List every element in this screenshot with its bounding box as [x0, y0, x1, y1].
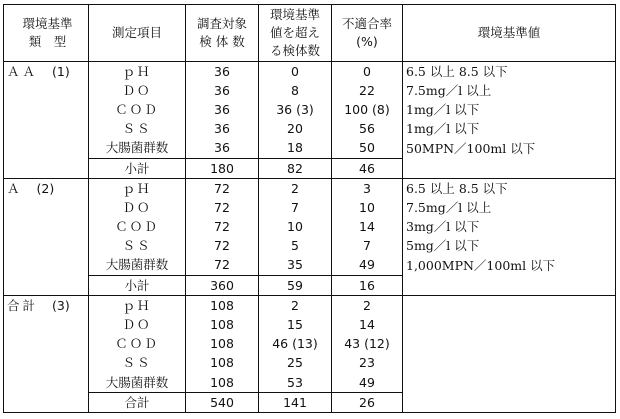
exceed-cell: 7	[259, 198, 332, 217]
rate-cell: 14	[332, 315, 403, 334]
samples-cell: 36	[186, 81, 259, 100]
header-exceed-line3: る検体数	[269, 43, 320, 59]
exceed-cell: 2	[259, 179, 332, 199]
table-row	[4, 139, 616, 159]
category-cell	[4, 256, 89, 276]
exceed-cell: 8	[259, 81, 332, 100]
exceed-cell: 10	[259, 218, 332, 237]
samples-cell: 108	[186, 335, 259, 354]
samples-cell: 108	[186, 373, 259, 393]
header-item: 測定項目	[89, 5, 186, 62]
category-cell	[4, 179, 89, 199]
item-cell: ＳＳ	[89, 237, 186, 256]
table-row	[4, 315, 616, 334]
samples-cell: 72	[186, 198, 259, 217]
table-row	[4, 218, 616, 237]
category-cell	[4, 158, 89, 178]
category-cell	[4, 198, 89, 217]
item-cell: 大腸菌群数	[89, 139, 186, 159]
standard-cell	[403, 315, 616, 334]
table-row	[4, 62, 616, 82]
category-cell	[4, 237, 89, 256]
header-exceed-line2: 値を超え	[269, 24, 320, 40]
table-row	[4, 373, 616, 393]
subtotal-label: 小計	[89, 276, 186, 296]
header-exceed	[259, 5, 332, 62]
header-rate-line1: 不適合率	[341, 15, 392, 31]
table-body	[4, 62, 616, 413]
subtotal-exceed: 59	[259, 276, 332, 296]
category-cell	[4, 81, 89, 100]
table-row	[4, 100, 616, 119]
item-cell: ｐＨ	[89, 62, 186, 82]
table-row	[4, 237, 616, 256]
standard-cell	[403, 158, 616, 178]
subtotal-label: 合計	[89, 393, 186, 413]
table-row	[4, 120, 616, 139]
standard-cell: 7.5mg／l 以上	[403, 198, 616, 217]
standard-cell: 6.5 以上 8.5 以下	[403, 179, 616, 199]
header-rate-line2: (%)	[356, 34, 378, 49]
samples-cell: 36	[186, 139, 259, 159]
item-cell: ＣＯＤ	[89, 100, 186, 119]
category-cell	[4, 218, 89, 237]
environmental-standards-table	[3, 4, 616, 413]
rate-cell: 7	[332, 237, 403, 256]
table-row	[4, 256, 616, 276]
item-cell: ＤＯ	[89, 198, 186, 217]
category-name: ＡＡ	[7, 63, 39, 79]
item-cell: ＣＯＤ	[89, 218, 186, 237]
category-cell	[4, 393, 89, 413]
header-samples-line1: 調査対象	[196, 15, 247, 31]
rate-cell: 2	[332, 296, 403, 316]
category-cell	[4, 120, 89, 139]
rate-cell: 49	[332, 373, 403, 393]
samples-cell: 72	[186, 218, 259, 237]
category-cell	[4, 373, 89, 393]
item-cell: ＤＯ	[89, 81, 186, 100]
subtotal-samples: 360	[186, 276, 259, 296]
table-row	[4, 81, 616, 100]
samples-cell: 36	[186, 62, 259, 82]
standard-cell	[403, 354, 616, 373]
header-category-line1: 環境基準	[22, 15, 73, 31]
standard-cell: 50MPN／100ml 以下	[403, 139, 616, 159]
rate-cell: 49	[332, 256, 403, 276]
table-row	[4, 296, 616, 316]
exceed-cell: 5	[259, 237, 332, 256]
category-cell	[4, 335, 89, 354]
category-cell	[4, 296, 89, 316]
rate-cell: 23	[332, 354, 403, 373]
header-category-line2: 類 型	[28, 34, 67, 49]
item-cell: 大腸菌群数	[89, 373, 186, 393]
header-standard: 環境基準値	[403, 5, 616, 62]
header-exceed-line1: 環境基準	[269, 6, 320, 22]
table-row	[4, 354, 616, 373]
header-row	[4, 5, 616, 62]
samples-cell: 36	[186, 100, 259, 119]
exceed-cell: 36 (3)	[259, 100, 332, 119]
category-number: (1)	[52, 63, 70, 79]
samples-cell: 36	[186, 120, 259, 139]
header-samples-line2: 検 体 数	[199, 34, 245, 49]
exceed-cell: 53	[259, 373, 332, 393]
item-cell: 大腸菌群数	[89, 256, 186, 276]
category-number: (3)	[52, 297, 70, 313]
subtotal-rate: 26	[332, 393, 403, 413]
samples-cell: 108	[186, 296, 259, 316]
exceed-cell: 20	[259, 120, 332, 139]
table-row	[4, 179, 616, 199]
category-cell	[4, 100, 89, 119]
subtotal-rate: 16	[332, 276, 403, 296]
subtotal-exceed: 141	[259, 393, 332, 413]
rate-cell: 43 (12)	[332, 335, 403, 354]
exceed-cell: 18	[259, 139, 332, 159]
table-row	[4, 198, 616, 217]
table-row	[4, 335, 616, 354]
samples-cell: 108	[186, 315, 259, 334]
standard-cell: 5mg／l 以下	[403, 237, 616, 256]
exceed-cell: 46 (13)	[259, 335, 332, 354]
exceed-cell: 2	[259, 296, 332, 316]
header-rate	[332, 5, 403, 62]
category-name: 合計	[7, 297, 39, 313]
rate-cell: 10	[332, 198, 403, 217]
standard-cell: 7.5mg／l 以上	[403, 81, 616, 100]
rate-cell: 3	[332, 179, 403, 199]
exceed-cell: 0	[259, 62, 332, 82]
samples-cell: 72	[186, 237, 259, 256]
rate-cell: 56	[332, 120, 403, 139]
category-cell	[4, 62, 89, 82]
standard-cell: 1mg／l 以下	[403, 120, 616, 139]
samples-cell: 108	[186, 354, 259, 373]
subtotal-row	[4, 393, 616, 413]
rate-cell: 50	[332, 139, 403, 159]
exceed-cell: 15	[259, 315, 332, 334]
category-name: Ａ	[7, 180, 23, 196]
item-cell: ｐＨ	[89, 179, 186, 199]
standard-cell	[403, 393, 616, 413]
standard-cell	[403, 296, 616, 316]
item-cell: ＳＳ	[89, 120, 186, 139]
exceed-cell: 25	[259, 354, 332, 373]
subtotal-label: 小計	[89, 158, 186, 178]
exceed-cell: 35	[259, 256, 332, 276]
standard-cell	[403, 373, 616, 393]
subtotal-samples: 540	[186, 393, 259, 413]
category-cell	[4, 315, 89, 334]
rate-cell: 100 (8)	[332, 100, 403, 119]
samples-cell: 72	[186, 179, 259, 199]
item-cell: ＣＯＤ	[89, 335, 186, 354]
category-number: (2)	[36, 180, 55, 196]
standard-cell	[403, 276, 616, 296]
header-category	[4, 5, 89, 62]
subtotal-exceed: 82	[259, 158, 332, 178]
subtotal-rate: 46	[332, 158, 403, 178]
subtotal-row	[4, 276, 616, 296]
samples-cell: 72	[186, 256, 259, 276]
item-cell: ＤＯ	[89, 315, 186, 334]
category-cell	[4, 276, 89, 296]
standard-cell: 1mg／l 以下	[403, 100, 616, 119]
standard-cell: 6.5 以上 8.5 以下	[403, 62, 616, 82]
standard-cell: 3mg／l 以下	[403, 218, 616, 237]
standard-cell	[403, 335, 616, 354]
rate-cell: 14	[332, 218, 403, 237]
item-cell: ＳＳ	[89, 354, 186, 373]
rate-cell: 22	[332, 81, 403, 100]
category-cell	[4, 354, 89, 373]
subtotal-row	[4, 158, 616, 178]
header-samples	[186, 5, 259, 62]
rate-cell: 0	[332, 62, 403, 82]
standard-cell: 1,000MPN／100ml 以下	[403, 256, 616, 276]
item-cell: ｐＨ	[89, 296, 186, 316]
category-cell	[4, 139, 89, 159]
subtotal-samples: 180	[186, 158, 259, 178]
